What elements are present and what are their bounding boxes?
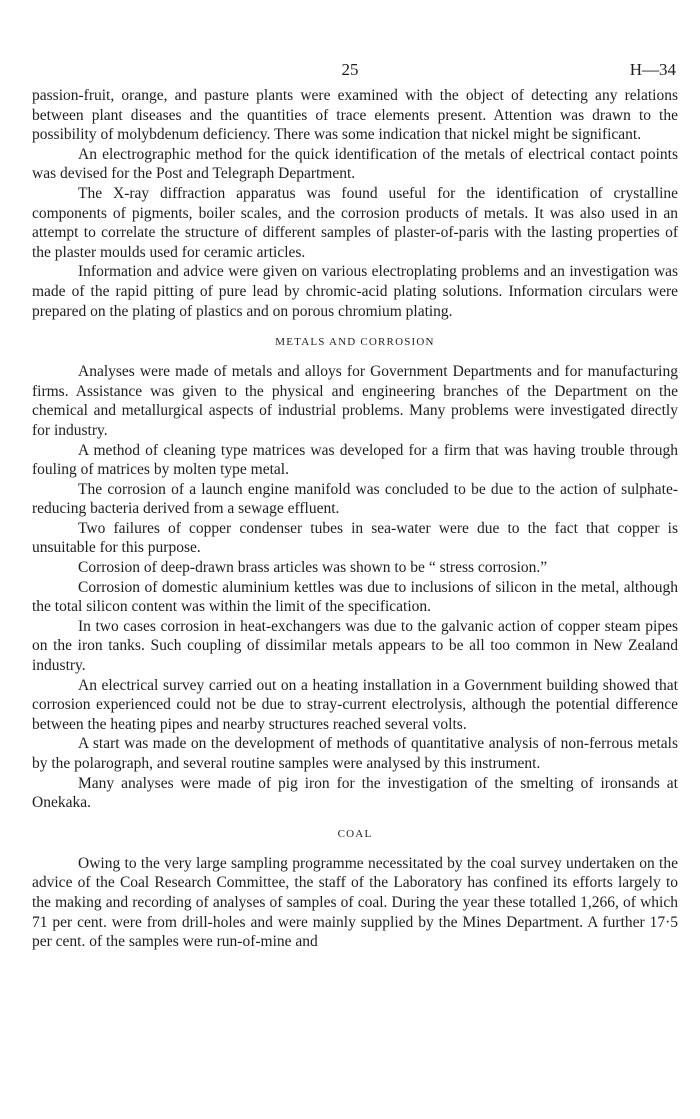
paragraph: Owing to the very large sampling programme necessitated by the coal survey undertaken on the advice of the Coal Research Committee, the staff of the Laboratory has confined its efforts largely to the making and recording of analyses of samples of coal. During the year these totalled 1,266, of which 71 per cent. were from drill-holes and were mainly supplied by the Mines Department. A further 17·5 per cent. of the samples were run-of-mine and — [32, 854, 678, 951]
section-heading-metals-and-corrosion: METALS AND CORROSION — [275, 336, 435, 349]
paragraph: A start was made on the development of methods of quantitative analysis of non-ferrous metals by the polarograph, and several routine samples were analysed by this instrument. — [32, 735, 678, 772]
page-number: 25 — [341, 60, 359, 79]
paragraph: Many analyses were made of pig iron for the investigation of the smelting of ironsands at Onekaka. — [32, 774, 678, 812]
paragraph: A method of cleaning type matrices was developed for a firm that was having trouble through fouling of matrices by molten type metal. — [32, 441, 678, 479]
paragraph: In two cases corrosion in heat-exchangers was due to the galvanic action of copper steam pipes on the iron tanks. Such coupling of dissimilar metals appears to be all too common in New Zealand industry. — [32, 617, 678, 675]
paragraph: Analyses were made of metals and alloys for Government Departments and for manufacturing firms. Assistance was given to the physical and engineering branches of the Department on the chemical and metallurgical aspects of industrial problems. Many problems were investigated directly for industry. — [32, 363, 678, 439]
paragraph: passion-fruit, orange, and pasture plants were examined with the object of detecting any relations between plant diseases and the quantities of trace elements present. Attention was drawn to the possibility of molybdenum deficiency. There was some indication that nickel might be significant. — [32, 87, 678, 144]
paragraph: Two failures of copper condenser tubes in sea-water were due to the fact that copper is unsuitable for this purpose. — [32, 519, 678, 557]
paragraph: The corrosion of a launch engine manifold was concluded to be due to the action of sulphate-reducing bacteria derived from a sewage effluent. — [32, 480, 678, 518]
paragraph: The X-ray diffraction apparatus was found useful for the identification of crystalline components of pigments, boiler scales, and the corrosion products of metals. It was also used in an attempt to correlate the structure of different samples of plaster-of-paris with the lasting properties of the plaster moulds used for ceramic articles. — [32, 184, 678, 261]
paragraph: Corrosion of domestic aluminium kettles was due to inclusions of silicon in the metal, although the total silicon content was within the limit of the specification. — [32, 578, 678, 616]
section-heading-coal: COAL — [337, 827, 373, 840]
paragraph: Information and advice were given on various electroplating problems and an investigation was made of the rapid pitting of pure lead by chromic-acid plating solutions. Information circulars were prepared on the plating of plastics and on porous chromium plating. — [32, 263, 678, 320]
paragraph: Corrosion of deep-drawn brass articles was shown to be “ stress corrosion.” — [78, 559, 548, 577]
body-text — [32, 86, 678, 952]
document-reference: H—34 — [629, 60, 676, 79]
paragraph: An electrographic method for the quick identification of the metals of electrical contact points was devised for the Post and Telegraph Department. — [32, 145, 678, 183]
paragraph: An electrical survey carried out on a heating installation in a Government building showed that corrosion experienced could not be due to stray-current electrolysis, although the potential difference between the heating pipes and nearby structures reached several volts. — [32, 676, 678, 733]
